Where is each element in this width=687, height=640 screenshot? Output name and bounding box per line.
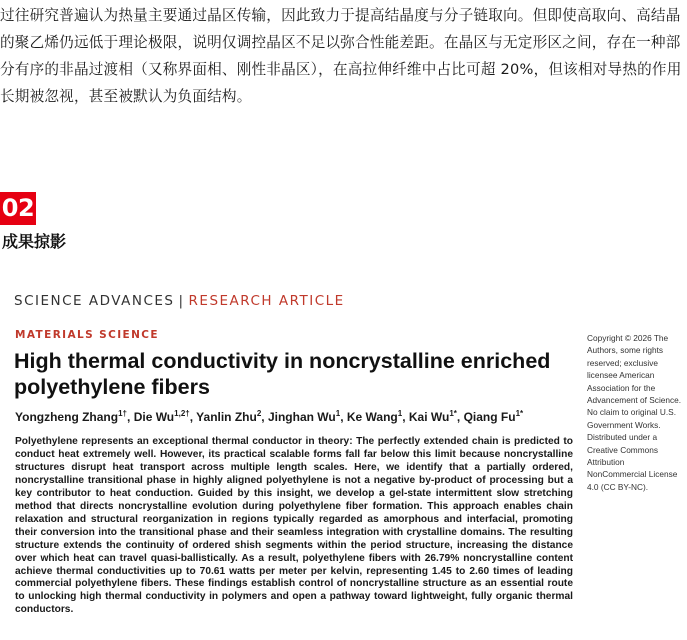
- author: [268, 410, 340, 424]
- journal-name: SCIENCE ADVANCES: [14, 293, 175, 309]
- author-affiliation: 1: [397, 409, 403, 418]
- author-name: Die Wu: [133, 410, 175, 424]
- author-affiliation: 1†: [118, 409, 128, 418]
- author-affiliation: 1: [335, 409, 341, 418]
- author: [409, 410, 457, 424]
- author-affiliation: 1*: [515, 409, 524, 418]
- journal-header: [14, 291, 345, 311]
- author-name: Ke Wang: [346, 410, 398, 424]
- author-name: Yongzheng Zhang: [15, 410, 119, 424]
- abstract: Polyethylene represents an exceptional thermal conductor in theory: The perfectly extended chain is predicted to conduct heat extremely well. However, its practical scalable forms fall far below this limit because noncrystalline structures disrupt heat transport across multiple length scales. Here, we identify that a partially ordered, noncrystalline transitional phase in highly aligned polyethylene is not a negative by-product of processing but a key contributor to heat conduction. Guided by this insight, we develop a gel-state intermittent slow stretching method that directs noncrystalline evolution during polyethylene fiber formation. This approach enables chain relaxation and structural reorganization in regions typically regarded as amorphous and interfacial, promoting their conversion into the transitional phase and their seamless integration with crystalline domains. The resulting structure extends the continuity of ordered shish segments within the period structure, increasing the distance over which heat can travel quasi-ballistically. As a result, polyethylene fibers with 26.79% noncrystalline content achieve thermal conductivities up to 70.61 watts per meter per kelvin, representing 1.45 to 2.60 times of leading commercial polyethylene fibers. These findings establish control of noncrystalline structure as an essential route to unlocking high thermal conductivity in polymers and open a pathway toward lightweight, fully organic thermal conductors.: [15, 436, 573, 616]
- author: [196, 410, 261, 424]
- author-affiliation: 2: [256, 409, 262, 418]
- author-affiliation: 1*: [449, 409, 457, 418]
- author: [15, 410, 127, 424]
- author-affiliation: 1,2†: [174, 409, 190, 418]
- author-name: Yanlin Zhu: [196, 410, 257, 424]
- author: [347, 410, 402, 424]
- author-list: Yongzheng Zhang$^{1\dagger}$, Die $Wu^{1,2\dagger}$, Yanlin Zhu$^2$, Jinghan Wu$^1$, Ke Wang$^1$, Kai $Wu^{1*}$, Qiang $Fu^{1*}$: [15, 409, 524, 424]
- section-number-badge: 02: [0, 192, 36, 225]
- journal-separator: |: [178, 293, 185, 309]
- author: [464, 410, 524, 424]
- intro-paragraph: 过往研究普遍认为热量主要通过晶区传输，因此致力于提高结晶度与分子链取向。但即使高取向、高结晶的聚乙烯仍远低于理论极限，说明仅调控晶区不足以弥合性能差距。在晶区与无定形区之间，存在一种部分有序的非晶过渡相（又称界面相、刚性非晶区），在高拉伸纤维中占比可超 20%，但该相对导热的作用长期被忽视，甚至被默认为负面结构。: [0, 7, 682, 105]
- copyright-notice: Copyright © 2026 The Authors, some rights reserved; exclusive licensee American Association for the Advancement of Science. No claim to original U.S. Government Works. Distributed under a Creative Commons Attribution NonCommercial License 4.0 (CC BY-NC).: [587, 333, 682, 492]
- subject-category: MATERIALS SCIENCE: [15, 329, 159, 341]
- author-name: Jinghan Wu: [267, 410, 336, 424]
- author-name: Qiang Fu: [463, 410, 516, 424]
- author: [134, 410, 190, 424]
- article-type: RESEARCH ARTICLE: [188, 293, 345, 309]
- author-name: Kai Wu: [408, 410, 450, 424]
- section-title: 成果掠影: [2, 232, 67, 251]
- paper-title: High thermal conductivity in noncrystalline enriched polyethylene fibers: [14, 349, 551, 399]
